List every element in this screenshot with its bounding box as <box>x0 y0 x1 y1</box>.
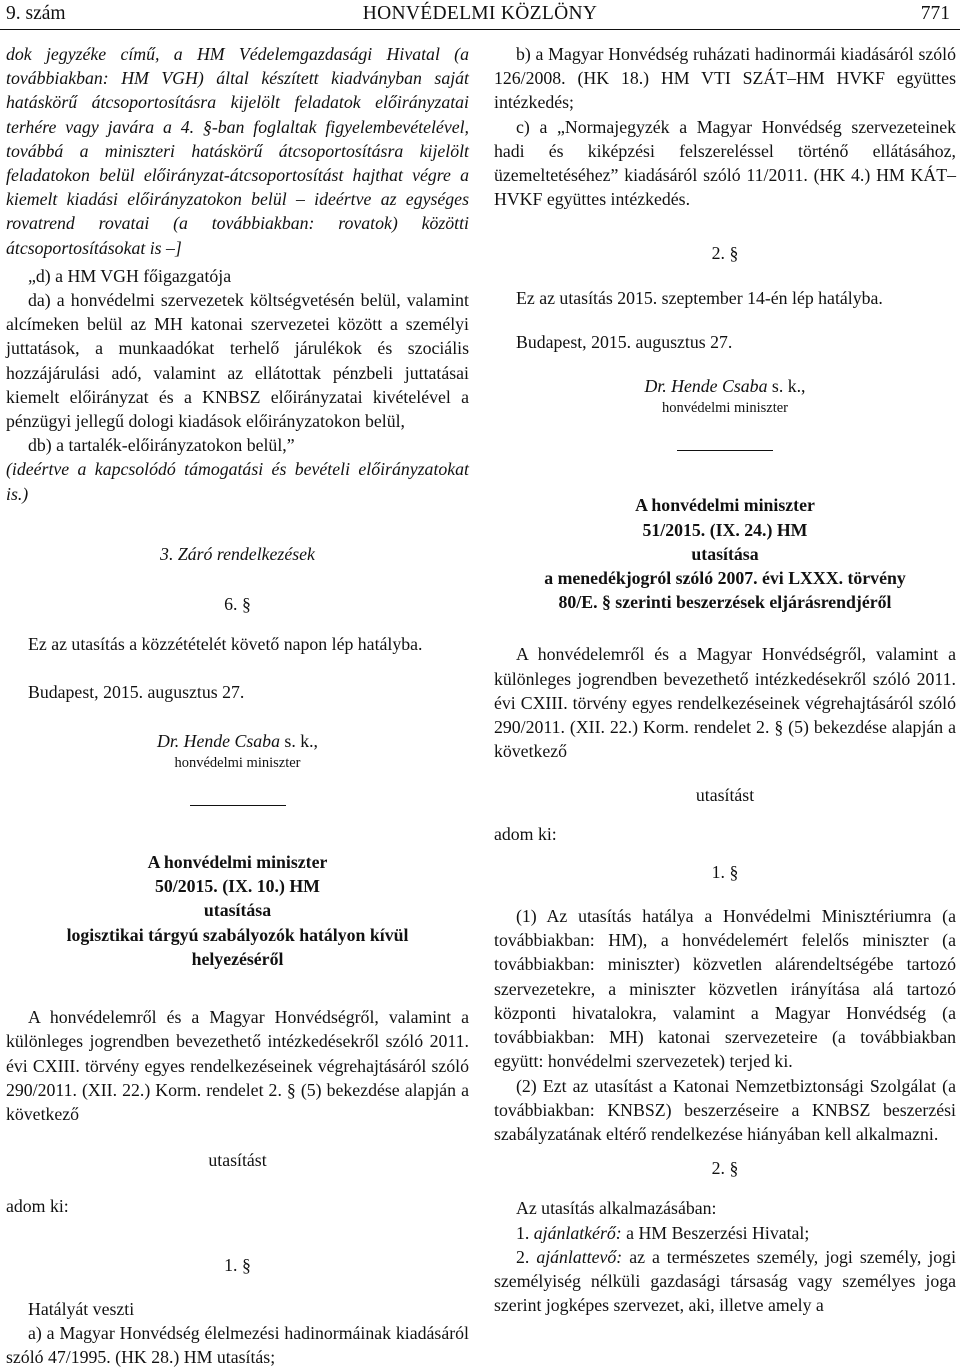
section-6: 6. § <box>224 594 251 615</box>
def1-num: 1. <box>516 1222 534 1243</box>
decree-heading-line1: A honvédelmi miniszter <box>147 852 328 873</box>
def1-term: ajánlatkérő: <box>533 1222 622 1243</box>
signer-title: honvédelmi miniszter <box>174 754 301 771</box>
separator-rule <box>190 805 286 806</box>
decree-heading-line5: helyezéséről <box>191 948 284 969</box>
journal-title: HONVÉDELMI KÖZLÖNY <box>362 3 598 24</box>
issue-number: 9. szám <box>6 3 66 24</box>
section-1-right: 1. § <box>711 861 739 882</box>
def2-text: az a természetes személy, jogi személy, jogi személyiség nélküli gazdasági társaság vagy személyes joga szerint jogképes szervezet, aki, illetve amely a <box>494 1246 957 1316</box>
section-2: 2. § <box>711 243 739 264</box>
italic-continuation: dok jegyzéke című, a HM Védelemgazdasági Hivatal (a továbbiakban: HM VGH) által készített kiadványban saját hatáskörű átcsoportosításra kijelölt feladatok előirányzatai terhére vagy javára a 4. §-ban foglaltak figyelembevételével, továbbá a miniszteri hatáskörű átcsoportosításra kijelölt feladatokon belül előirányzat-átcsoportosítást hajthat végre a kiemelt kiadási előirányzatokon belül – ideértve az egységes rovatrend rovatai (a továbbiakban: rovatok) közötti átcsoportosításokat is –] <box>6 44 469 258</box>
section-1: 1. § <box>224 1254 251 1275</box>
signer-title-right: honvédelmi miniszter <box>661 400 789 417</box>
separator-rule-right <box>677 450 773 451</box>
effective-sentence: Ez az utasítás a közzétételét követő napon lép hatályba. <box>28 634 423 655</box>
left-column <box>6 42 469 1369</box>
item-a: a) a Magyar Honvédség élelmezési hadinormáinak kiadásáról szóló 47/1995. (HK 28.) HM utasítás; <box>6 1322 469 1368</box>
right-column <box>494 42 956 1317</box>
para-2: (2) Ezt az utasítást a Katonai Nemzetbiztonsági Szolgálat (a továbbiakban: KNBSZ) beszerzéseire a KNBSZ beszerzési szabályzatának eltérő rendelkezése hiányában kell alkalmazni. <box>494 1075 956 1144</box>
decree-heading-51 <box>494 493 956 614</box>
adom-ki-right: adom ki: <box>494 823 557 844</box>
section-2b: 2. § <box>711 1158 739 1179</box>
definitions-intro: Az utasítás alkalmazásában: <box>516 1198 717 1219</box>
word-utasitast-right: utasítást <box>695 785 755 806</box>
decree-heading-line1-right: A honvédelmi miniszter <box>635 495 815 516</box>
place-date: Budapest, 2015. augusztus 27. <box>28 682 245 703</box>
italic-close: (ideértve a kapcsolódó támogatási és bevételi előirányzatokat is.) <box>6 459 469 504</box>
signature-right <box>494 374 956 398</box>
def1-text: a HM Beszerzési Hivatal; <box>621 1222 810 1243</box>
para-1: (1) Az utasítás hatálya a Honvédelmi Minisztériumra (a továbbiakban: HM), a honvédelemért felelős miniszter (a továbbiakban: miniszter) közvetlen alárendeltségébe tartozó szervezetekre, a miniszter közvetlen irányítása alá tartozó központi hivatalokra, valamint a Magyar Honvédség (a továbbiakban: MH) katonai szervezeteire (a továbbiakban együtt: honvédelmi szervezetek) terjed ki. <box>494 906 956 1072</box>
signer-suffix: s. k., <box>279 730 319 751</box>
decree-heading-line5-right: 80/E. § szerinti beszerzések eljárásrendjéről <box>558 592 892 613</box>
d-line: „d) a HM VGH főigazgatója <box>28 265 232 286</box>
def2-num: 2. <box>516 1246 537 1267</box>
page-number: 771 <box>920 3 950 24</box>
item-b: b) a Magyar Honvédség ruházati hadinormái kiadásáról szóló 126/2008. (HK 18.) HM VTI SZÁT–HM HVKF együttes intézkedés; <box>494 44 956 113</box>
signature <box>6 729 469 753</box>
item-c: c) a „Normajegyzék a Magyar Honvédség szervezeteinek hadi és kiképzési felszereléssel történő ellátásához, üzemeltetéséhez” kiadásáról szóló 11/2011. (HK 4.) HM KÁT–HVKF együttes intézkedés. <box>494 116 956 210</box>
decree-heading-line3-right: utasítása <box>691 543 759 564</box>
signer-name: Dr. Hende Csaba <box>156 730 280 751</box>
chapter-title: 3. Záró rendelkezések <box>160 543 315 564</box>
signer-name-right: Dr. Hende Csaba <box>644 376 768 397</box>
place-date-right: Budapest, 2015. augusztus 27. <box>516 331 733 352</box>
decree-heading-line4: logisztikai tárgyú szabályozók hatályon kívül <box>66 924 409 945</box>
signer-suffix-right: s. k., <box>767 376 806 397</box>
decree-heading-50 <box>6 850 469 971</box>
preamble: A honvédelemről és a Magyar Honvédségről, valamint a különleges jogrendben bevezethető intézkedésekről szóló 2011. évi CXIII. törvény egyes rendelkezéseinek végrehajtásáról szóló 290/2011. (XII. 22.) Korm. rendelet 2. § (5) bekezdése alapján a következő <box>6 1007 469 1124</box>
definition-1 <box>494 1221 956 1245</box>
adom-ki: adom ki: <box>6 1196 69 1217</box>
decree-heading-line4-right: a menedékjogról szóló 2007. évi LXXX. törvény <box>544 568 906 589</box>
hatalyat-veszti: Hatályát veszti <box>28 1298 135 1319</box>
header-rule <box>0 29 960 30</box>
page-header <box>0 0 960 28</box>
db-item: db) a tartalék-előirányzatokon belül,” <box>28 435 295 456</box>
word-utasitast: utasítást <box>208 1150 267 1171</box>
decree-heading-line3: utasítása <box>203 900 272 921</box>
definition-2 <box>494 1245 956 1318</box>
preamble-right: A honvédelemről és a Magyar Honvédségről, valamint a különleges jogrendben bevezethető intézkedésekről szóló 2011. évi CXIII. törvény egyes rendelkezéseinek végrehajtásáról szóló 290/2011. (XII. 22.) Korm. rendelet 2. § (5) bekezdése alapján a következő <box>494 644 956 762</box>
da-item: da) a honvédelmi szervezetek költségvetésén belül, valamint alcímeken belül az MH katonai szervezetei között a személyi juttatások, a munkaadókat terhelő járulékok és szociális hozzájárulási adó, valamint az ellátottak pénzbeli juttatásai kiemelt előirányzat és a KNBSZ előirányzatai kivételével a pénzügyi jellegű dologi kiadások előirányzatokon belül, <box>6 290 469 432</box>
def2-term: ajánlattevő: <box>536 1246 623 1267</box>
effective-sentence-right: Ez az utasítás 2015. szeptember 14-én lép hatályba. <box>516 287 883 308</box>
decree-heading-line2: 50/2015. (IX. 10.) HM <box>155 876 320 897</box>
decree-heading-line2-right: 51/2015. (IX. 24.) HM <box>642 519 808 540</box>
